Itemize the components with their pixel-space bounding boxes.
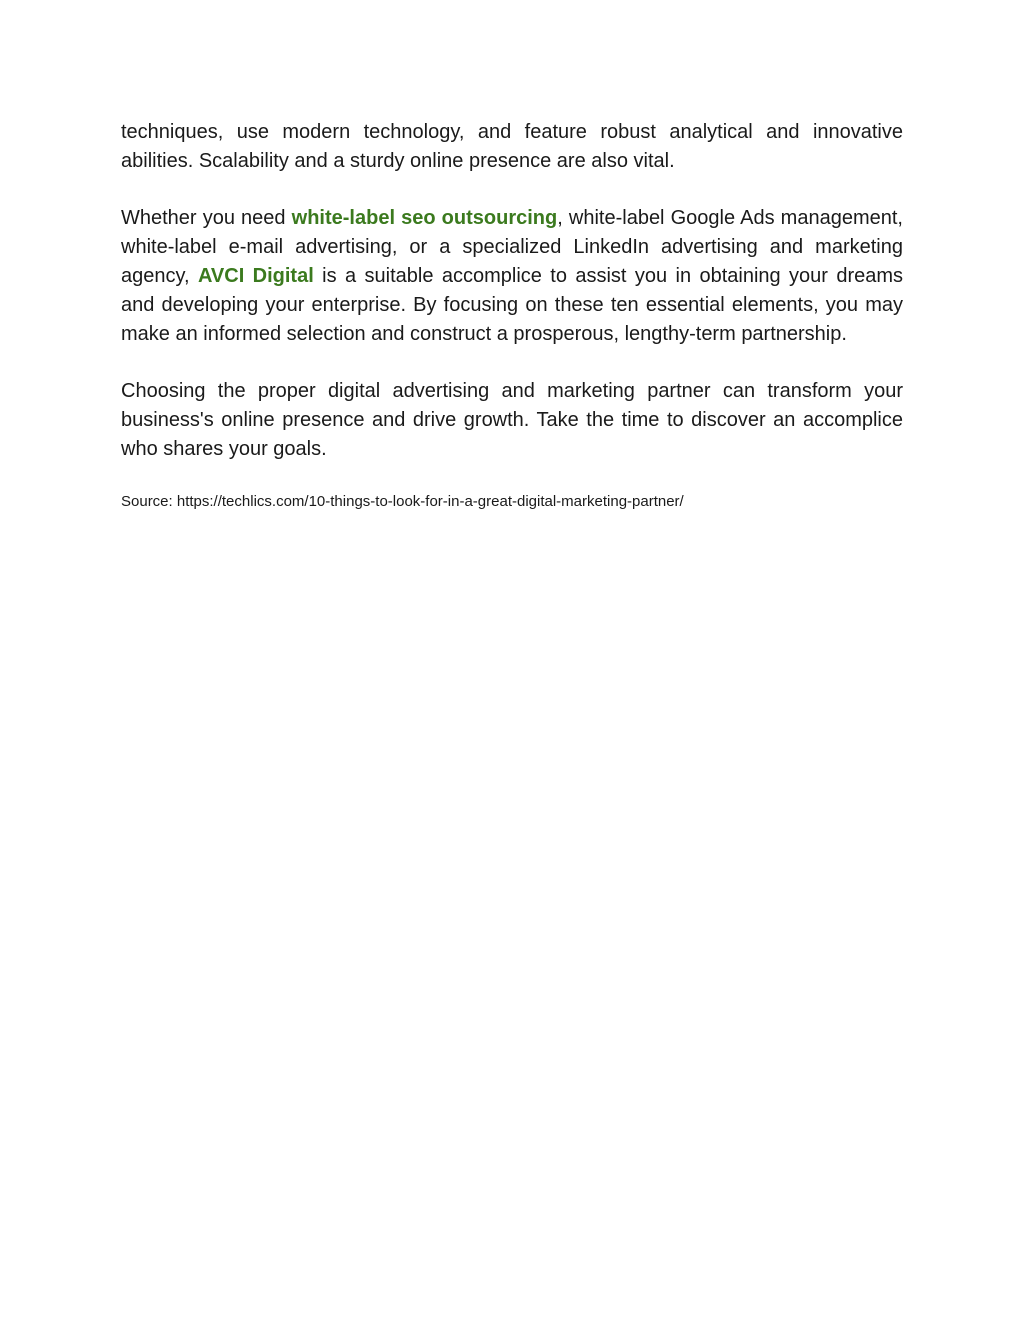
source-citation: Source: https://techlics.com/10-things-to-look-for-in-a-great-digital-marketing-partner/ xyxy=(121,493,684,510)
paragraph-text: Whether you need xyxy=(121,207,292,229)
paragraph-conclusion: Choosing the proper digital advertising and marketing partner can transform your business's online presence and drive growth. Take the time to discover an accomplice who shares your goals. xyxy=(121,380,903,460)
paragraph-recommendation xyxy=(121,204,903,349)
avci-digital-link[interactable]: AVCI Digital xyxy=(197,265,314,287)
paragraph-text: is a suitable accomplice to assist you in obtaining your dreams and developing your enterprise. By focusing on these ten essential elements, you may make an informed selection and construct a prosperous, lengthy-term partnership. xyxy=(121,265,904,345)
white-label-seo-link[interactable]: white-label seo outsourcing xyxy=(291,207,558,229)
paragraph-intro: techniques, use modern technology, and feature robust analytical and innovative abilities. Scalability and a sturdy online presence are also vital. xyxy=(121,121,903,172)
document-page xyxy=(121,118,903,512)
paragraph-text: , white-label Google Ads management, white-label e-mail advertising, or a specialized LinkedIn advertising and marketing agency, xyxy=(121,207,903,287)
